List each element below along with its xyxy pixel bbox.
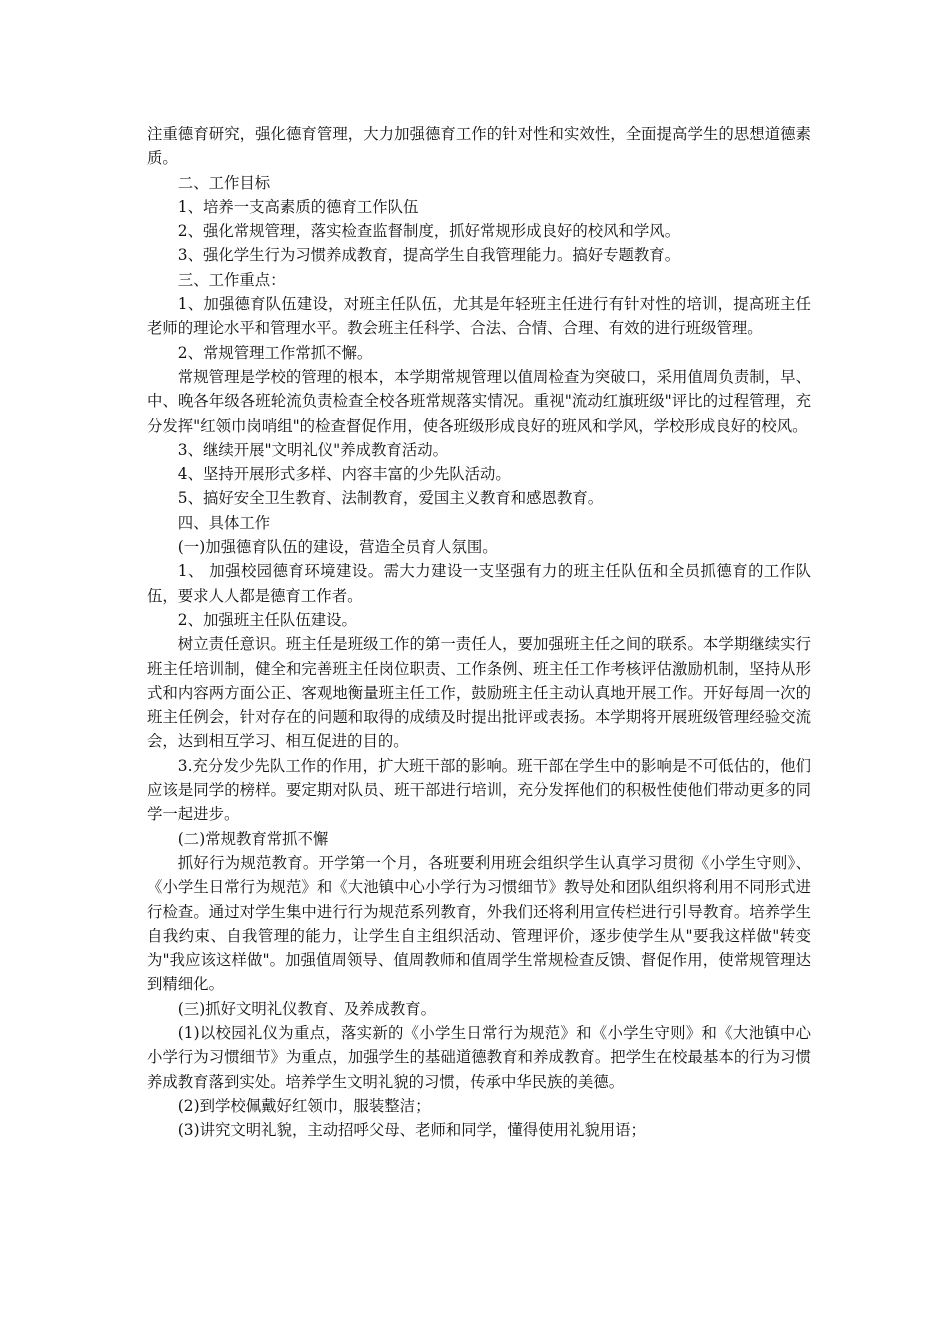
- section-heading: 三、工作重点：: [177, 270, 286, 289]
- subsection-heading: (二)常规教育常抓不懈: [177, 829, 329, 848]
- paragraph: 抓好行为规范教育。开学第一个月，各班要利用班会组织学生认真学习贯彻《小学生守则》、《小学生日常行为规范》和《大池镇中心小学行为习惯细节》教导处和团队组织将利用不同形式进行检查。通过对学生集中进行行为规范系列教育，外我们还将利用宣传栏进行引导教育。培养学生自我约束、自我管理的能力，让学生自主组织活动、管理评价，逐步使学生从"要我这样做"转变为"我应该这样做"。加强值周领导、值周教师和值周学生常规检查反馈、督促作用，使常规管理达到精细化。: [147, 853, 811, 994]
- subsection-heading: (三)抓好文明礼仪教育、及养成教育。: [177, 999, 437, 1018]
- paragraph: (3)讲究文明礼貌，主动招呼父母、老师和同学，懂得使用礼貌用语；: [177, 1121, 646, 1140]
- paragraph: 4、坚持开展形式多样、内容丰富的少先队活动。: [177, 465, 511, 484]
- paragraph: 3、强化学生行为习惯养成教育，提高学生自我管理能力。搞好专题教育。: [177, 246, 681, 265]
- paragraph: 5、搞好安全卫生教育、法制教育，爱国主义教育和感恩教育。: [177, 489, 604, 508]
- paragraph: 1、 加强校园德育环境建设。需大力建设一支坚强有力的班主任队伍和全员抓德育的工作队伍，要求人人都是德育工作者。: [147, 562, 811, 605]
- paragraph: 1、加强德育队伍建设，对班主任队伍，尤其是年轻班主任进行有针对性的培训，提高班主任老师的理论水平和管理水平。教会班主任科学、合法、合情、合理、有效的进行班级管理。: [147, 295, 811, 338]
- paragraph: 树立责任意识。班主任是班级工作的第一责任人，要加强班主任之间的联系。本学期继续实行班主任培训制，健全和完善班主任岗位职责、工作条例、班主任工作考核评估激励机制，坚持从形式和内容两方面公正、客观地衡量班主任工作，鼓励班主任主动认真地开展工作。开好每周一次的班主任例会，针对存在的问题和取得的成绩及时提出批评或表扬。本学期将开展班级管理经验交流会，达到相互学习、相互促进的目的。: [147, 635, 811, 751]
- document-body: [147, 122, 811, 1142]
- paragraph: 2、强化常规管理，落实检查监督制度，抓好常规形成良好的校风和学风。: [177, 222, 681, 241]
- subsection-heading: (一)加强德育队伍的建设，营造全员育人氛围。: [177, 538, 498, 557]
- paragraph: (2)到学校佩戴好红领巾，服装整洁；: [177, 1096, 431, 1115]
- paragraph: 3.充分发少先队工作的作用，扩大班干部的影响。班干部在学生中的影响是不可低估的，他们应该是同学的榜样。要定期对队员、班干部进行培训，充分发挥他们的积极性使他们带动更多的同学一起进步。: [147, 756, 811, 824]
- paragraph: (1)以校园礼仪为重点，落实新的《小学生日常行为规范》和《小学生守则》和《大池镇中心小学行为习惯细节》为重点，加强学生的基础道德教育和养成教育。把学生在校最基本的行为习惯养成教育落到实处。培养学生文明礼貌的习惯，传承中华民族的美德。: [147, 1023, 811, 1091]
- paragraph: 2、常规管理工作常抓不懈。: [177, 343, 373, 362]
- paragraph: 1、培养一支高素质的德育工作队伍: [177, 197, 419, 216]
- section-heading: 四、具体工作: [177, 513, 271, 532]
- section-heading: 二、工作目标: [177, 173, 271, 192]
- paragraph: 常规管理是学校的管理的根本，本学期常规管理以值周检查为突破口，采用值周负责制，早、中、晚各年级各班轮流负责检查全校各班常规落实情况。重视"流动红旗班级"评比的过程管理，充分发挥"红领巾岗哨组"的检查督促作用，使各班级形成良好的班风和学风，学校形成良好的校风。: [147, 367, 811, 435]
- paragraph: 3、继续开展"文明礼仪"养成教育活动。: [177, 440, 448, 459]
- paragraph: 注重德育研究，强化德育管理，大力加强德育工作的针对性和实效性，全面提高学生的思想道德素质。: [147, 125, 811, 168]
- paragraph: 2、加强班主任队伍建设。: [177, 610, 357, 629]
